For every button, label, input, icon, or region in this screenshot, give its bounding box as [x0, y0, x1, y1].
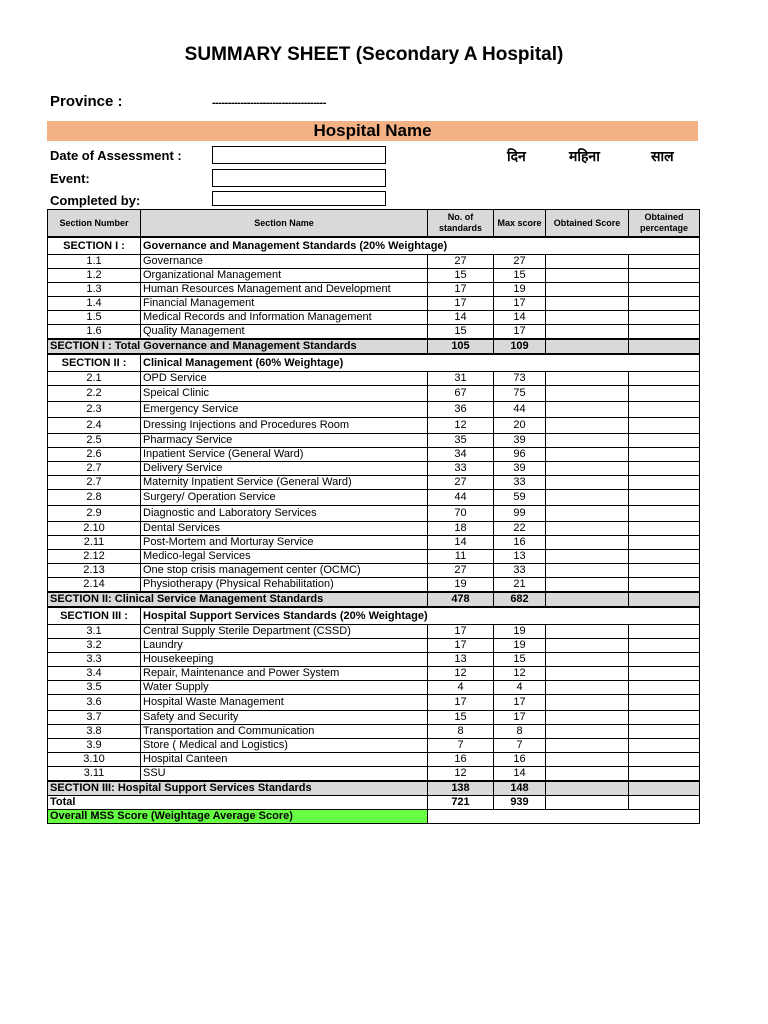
obtained-score-cell[interactable]	[546, 506, 629, 522]
max-score-cell: 12	[494, 667, 546, 681]
section-number-cell: 1.3	[48, 283, 141, 297]
obtained-percentage-cell[interactable]	[629, 625, 700, 639]
section-name-cell: Emergency Service	[141, 402, 428, 418]
obtained-percentage-cell[interactable]	[629, 711, 700, 725]
obtained-percentage-cell[interactable]	[629, 725, 700, 739]
section-number-cell: 2.4	[48, 418, 141, 434]
obtained-percentage-cell[interactable]	[629, 448, 700, 462]
section-name-cell: Dental Services	[141, 522, 428, 536]
section-number-cell: 3.7	[48, 711, 141, 725]
obtained-score-cell[interactable]	[546, 695, 629, 711]
table-row	[48, 625, 700, 639]
overall-score-value[interactable]	[428, 810, 700, 824]
no-of-standards-cell: 27	[428, 564, 494, 578]
section-number-cell: 2.10	[48, 522, 141, 536]
obtained-percentage-cell[interactable]	[629, 653, 700, 667]
no-of-standards-cell: 13	[428, 653, 494, 667]
max-score-cell: 8	[494, 725, 546, 739]
max-score-cell: 96	[494, 448, 546, 462]
section-name-cell: Water Supply	[141, 681, 428, 695]
col-header-no-of-standards: No. of standards	[428, 210, 494, 238]
obtained-percentage-cell[interactable]	[629, 695, 700, 711]
section-name-cell: Financial Management	[141, 297, 428, 311]
no-of-standards-cell: 34	[428, 448, 494, 462]
table-row	[48, 490, 700, 506]
obtained-percentage-cell[interactable]	[629, 372, 700, 386]
max-score-cell: 21	[494, 578, 546, 593]
obtained-score-cell[interactable]	[546, 402, 629, 418]
section-name-cell: Inpatient Service (General Ward)	[141, 448, 428, 462]
month-label: महिना	[569, 149, 600, 165]
table-row	[48, 550, 700, 564]
no-of-standards-cell: 67	[428, 386, 494, 402]
no-of-standards-cell: 15	[428, 269, 494, 283]
section-number-cell: 2.11	[48, 536, 141, 550]
section-number-cell: 1.4	[48, 297, 141, 311]
max-score-cell: 73	[494, 372, 546, 386]
obtained-percentage-cell[interactable]	[629, 325, 700, 340]
col-header-obtained-score: Obtained Score	[546, 210, 629, 238]
obtained-score-cell[interactable]	[546, 653, 629, 667]
table-row	[48, 536, 700, 550]
obtained-score-cell[interactable]	[546, 667, 629, 681]
table-row	[48, 578, 700, 593]
max-score-cell: 19	[494, 283, 546, 297]
max-score-cell: 19	[494, 639, 546, 653]
no-of-standards-cell: 15	[428, 711, 494, 725]
obtained-percentage-cell[interactable]	[629, 418, 700, 434]
obtained-score-cell[interactable]	[546, 711, 629, 725]
obtained-score-cell[interactable]	[546, 739, 629, 753]
obtained-score-cell[interactable]	[546, 536, 629, 550]
section-number-cell: 3.5	[48, 681, 141, 695]
no-of-standards-cell: 27	[428, 476, 494, 490]
section-number-cell: 2.8	[48, 490, 141, 506]
section-number-cell: 1.2	[48, 269, 141, 283]
obtained-score-cell[interactable]	[546, 578, 629, 593]
obtained-score-cell[interactable]	[546, 490, 629, 506]
section-number-cell: 2.14	[48, 578, 141, 593]
section-number-cell: 3.10	[48, 753, 141, 767]
table-row	[48, 418, 700, 434]
obtained-score-cell[interactable]	[546, 255, 629, 269]
no-of-standards-cell: 33	[428, 462, 494, 476]
table-row	[48, 725, 700, 739]
section-name-cell: Hospital Canteen	[141, 753, 428, 767]
section-total-obtained-score[interactable]	[546, 781, 629, 796]
no-of-standards-cell: 12	[428, 767, 494, 782]
col-header-obtained-percentage: Obtained percentage	[629, 210, 700, 238]
no-of-standards-cell: 8	[428, 725, 494, 739]
section-name-cell: Medico-legal Services	[141, 550, 428, 564]
day-label: दिन	[507, 149, 526, 165]
grand-total-label: Total	[48, 796, 428, 810]
max-score-cell: 17	[494, 711, 546, 725]
max-score-cell: 14	[494, 311, 546, 325]
obtained-percentage-cell[interactable]	[629, 550, 700, 564]
table-row	[48, 522, 700, 536]
no-of-standards-cell: 35	[428, 434, 494, 448]
obtained-percentage-cell[interactable]	[629, 506, 700, 522]
col-header-section-number: Section Number	[48, 210, 141, 238]
obtained-percentage-cell[interactable]	[629, 434, 700, 448]
no-of-standards-cell: 11	[428, 550, 494, 564]
section-name-cell: Dressing Injections and Procedures Room	[141, 418, 428, 434]
table-row	[48, 506, 700, 522]
section-number-cell: 2.9	[48, 506, 141, 522]
obtained-score-cell[interactable]	[546, 767, 629, 782]
table-row	[48, 402, 700, 418]
max-score-cell: 4	[494, 681, 546, 695]
obtained-score-cell[interactable]	[546, 372, 629, 386]
no-of-standards-cell: 17	[428, 695, 494, 711]
overall-score-label: Overall MSS Score (Weightage Average Score)	[48, 810, 428, 824]
obtained-score-cell[interactable]	[546, 325, 629, 340]
obtained-percentage-cell[interactable]	[629, 681, 700, 695]
max-score-cell: 39	[494, 462, 546, 476]
obtained-percentage-cell[interactable]	[629, 767, 700, 782]
table-row	[48, 653, 700, 667]
section-name-cell: Organizational Management	[141, 269, 428, 283]
section-number-cell: 2.2	[48, 386, 141, 402]
no-of-standards-cell: 44	[428, 490, 494, 506]
obtained-percentage-cell[interactable]	[629, 564, 700, 578]
table-row	[48, 667, 700, 681]
table-row	[48, 297, 700, 311]
section-name-cell: Post-Mortem and Morturay Service	[141, 536, 428, 550]
table-row	[48, 639, 700, 653]
obtained-percentage-cell[interactable]	[629, 490, 700, 506]
section-name-cell: Hospital Waste Management	[141, 695, 428, 711]
max-score-cell: 22	[494, 522, 546, 536]
section-label: SECTION II :	[48, 354, 141, 372]
no-of-standards-cell: 16	[428, 753, 494, 767]
section-total-obtained-score[interactable]	[546, 339, 629, 354]
no-of-standards-cell: 12	[428, 667, 494, 681]
section-name-cell: OPD Service	[141, 372, 428, 386]
table-row	[48, 711, 700, 725]
table-row	[48, 283, 700, 297]
table-row	[48, 434, 700, 448]
obtained-percentage-cell[interactable]	[629, 753, 700, 767]
section-name-cell: Store ( Medical and Logistics)	[141, 739, 428, 753]
page-title: SUMMARY SHEET (Secondary A Hospital)	[184, 44, 564, 65]
grand-total-obtained-percentage[interactable]	[629, 796, 700, 810]
section-name-cell: Governance	[141, 255, 428, 269]
obtained-percentage-cell[interactable]	[629, 667, 700, 681]
overall-score-row	[48, 810, 700, 824]
section-number-cell: 3.8	[48, 725, 141, 739]
section-number-cell: 1.6	[48, 325, 141, 340]
table-row	[48, 695, 700, 711]
section-name-cell: Repair, Maintenance and Power System	[141, 667, 428, 681]
no-of-standards-cell: 17	[428, 283, 494, 297]
section-total-label: SECTION III: Hospital Support Services Standards	[48, 781, 428, 796]
section-name-cell: Human Resources Management and Development	[141, 283, 428, 297]
table-header-row	[48, 210, 700, 238]
obtained-percentage-cell[interactable]	[629, 476, 700, 490]
col-header-max-score: Max score	[494, 210, 546, 238]
section-name-cell: Transportation and Communication	[141, 725, 428, 739]
section-name-cell: Diagnostic and Laboratory Services	[141, 506, 428, 522]
obtained-percentage-cell[interactable]	[629, 297, 700, 311]
obtained-percentage-cell[interactable]	[629, 311, 700, 325]
max-score-cell: 99	[494, 506, 546, 522]
obtained-score-cell[interactable]	[546, 564, 629, 578]
section-total-obtained-percentage[interactable]	[629, 339, 700, 354]
max-score-cell: 20	[494, 418, 546, 434]
obtained-score-cell[interactable]	[546, 725, 629, 739]
section-header-row	[48, 607, 700, 625]
no-of-standards-cell: 14	[428, 311, 494, 325]
completed-by-field[interactable]	[212, 191, 386, 206]
event-field[interactable]	[212, 169, 386, 187]
max-score-cell: 16	[494, 536, 546, 550]
max-score-cell: 7	[494, 739, 546, 753]
max-score-cell: 19	[494, 625, 546, 639]
section-total-label: SECTION I : Total Governance and Management Standards	[48, 339, 428, 354]
obtained-percentage-cell[interactable]	[629, 639, 700, 653]
section-number-cell: 2.12	[48, 550, 141, 564]
table-row	[48, 372, 700, 386]
section-total-standards: 138	[428, 781, 494, 796]
obtained-score-cell[interactable]	[546, 476, 629, 490]
section-name-cell: Housekeeping	[141, 653, 428, 667]
section-name-cell: Delivery Service	[141, 462, 428, 476]
obtained-score-cell[interactable]	[546, 297, 629, 311]
section-total-label: SECTION II: Clinical Service Management Standards	[48, 592, 428, 607]
max-score-cell: 17	[494, 325, 546, 340]
table-row	[48, 325, 700, 340]
summary-table	[47, 209, 700, 824]
section-number-cell: 1.5	[48, 311, 141, 325]
obtained-score-cell[interactable]	[546, 522, 629, 536]
table-row	[48, 269, 700, 283]
section-total-max-score: 148	[494, 781, 546, 796]
section-total-standards: 105	[428, 339, 494, 354]
section-number-cell: 2.13	[48, 564, 141, 578]
section-total-obtained-percentage[interactable]	[629, 781, 700, 796]
table-row	[48, 255, 700, 269]
max-score-cell: 75	[494, 386, 546, 402]
max-score-cell: 44	[494, 402, 546, 418]
section-name-cell: Pharmacy Service	[141, 434, 428, 448]
section-total-max-score: 682	[494, 592, 546, 607]
section-header-row	[48, 354, 700, 372]
section-name-cell: Medical Records and Information Management	[141, 311, 428, 325]
max-score-cell: 59	[494, 490, 546, 506]
no-of-standards-cell: 36	[428, 402, 494, 418]
province-field[interactable]: ------------------------------------	[212, 97, 326, 109]
max-score-cell: 17	[494, 297, 546, 311]
obtained-percentage-cell[interactable]	[629, 283, 700, 297]
year-label: साल	[651, 149, 674, 165]
section-total-row	[48, 592, 700, 607]
obtained-score-cell[interactable]	[546, 550, 629, 564]
max-score-cell: 13	[494, 550, 546, 564]
obtained-percentage-cell[interactable]	[629, 536, 700, 550]
no-of-standards-cell: 27	[428, 255, 494, 269]
section-number-cell: 3.3	[48, 653, 141, 667]
table-row	[48, 448, 700, 462]
section-number-cell: 2.1	[48, 372, 141, 386]
obtained-percentage-cell[interactable]	[629, 255, 700, 269]
max-score-cell: 17	[494, 695, 546, 711]
obtained-percentage-cell[interactable]	[629, 462, 700, 476]
no-of-standards-cell: 12	[428, 418, 494, 434]
no-of-standards-cell: 17	[428, 639, 494, 653]
section-header-row	[48, 237, 700, 255]
obtained-percentage-cell[interactable]	[629, 386, 700, 402]
table-row	[48, 767, 700, 782]
table-row	[48, 311, 700, 325]
section-name-cell: Laundry	[141, 639, 428, 653]
section-name-cell: Safety and Security	[141, 711, 428, 725]
max-score-cell: 39	[494, 434, 546, 448]
section-number-cell: 2.7	[48, 462, 141, 476]
section-number-cell: 2.6	[48, 448, 141, 462]
max-score-cell: 14	[494, 767, 546, 782]
obtained-score-cell[interactable]	[546, 462, 629, 476]
section-total-obtained-score[interactable]	[546, 592, 629, 607]
section-number-cell: 1.1	[48, 255, 141, 269]
max-score-cell: 27	[494, 255, 546, 269]
section-title: Governance and Management Standards (20% Weightage)	[141, 237, 700, 255]
table-row	[48, 462, 700, 476]
obtained-score-cell[interactable]	[546, 283, 629, 297]
section-name-cell: Quality Management	[141, 325, 428, 340]
obtained-score-cell[interactable]	[546, 311, 629, 325]
section-number-cell: 3.9	[48, 739, 141, 753]
obtained-score-cell[interactable]	[546, 434, 629, 448]
grand-total-max-score: 939	[494, 796, 546, 810]
table-row	[48, 681, 700, 695]
section-name-cell: Speical Clinic	[141, 386, 428, 402]
table-row	[48, 753, 700, 767]
hospital-name-banner: Hospital Name	[47, 121, 698, 141]
section-number-cell: 3.11	[48, 767, 141, 782]
max-score-cell: 15	[494, 653, 546, 667]
section-total-row	[48, 781, 700, 796]
section-name-cell: Physiotherapy (Physical Rehabilitation)	[141, 578, 428, 593]
col-header-section-name: Section Name	[141, 210, 428, 238]
section-title: Hospital Support Services Standards (20% Weightage)	[141, 607, 700, 625]
max-score-cell: 16	[494, 753, 546, 767]
table-row	[48, 476, 700, 490]
no-of-standards-cell: 15	[428, 325, 494, 340]
section-label: SECTION III :	[48, 607, 141, 625]
obtained-percentage-cell[interactable]	[629, 269, 700, 283]
obtained-score-cell[interactable]	[546, 418, 629, 434]
no-of-standards-cell: 19	[428, 578, 494, 593]
date-of-assessment-label: Date of Assessment :	[50, 148, 182, 163]
obtained-percentage-cell[interactable]	[629, 522, 700, 536]
obtained-score-cell[interactable]	[546, 269, 629, 283]
section-label: SECTION I :	[48, 237, 141, 255]
max-score-cell: 15	[494, 269, 546, 283]
section-number-cell: 3.1	[48, 625, 141, 639]
grand-total-standards: 721	[428, 796, 494, 810]
date-of-assessment-field[interactable]	[212, 146, 386, 164]
section-number-cell: 2.3	[48, 402, 141, 418]
completed-by-label: Completed by:	[50, 193, 141, 208]
obtained-score-cell[interactable]	[546, 448, 629, 462]
section-number-cell: 3.6	[48, 695, 141, 711]
province-label: Province :	[50, 93, 123, 110]
no-of-standards-cell: 70	[428, 506, 494, 522]
table-row	[48, 564, 700, 578]
section-number-cell: 2.7	[48, 476, 141, 490]
max-score-cell: 33	[494, 564, 546, 578]
max-score-cell: 33	[494, 476, 546, 490]
section-number-cell: 2.5	[48, 434, 141, 448]
no-of-standards-cell: 17	[428, 625, 494, 639]
no-of-standards-cell: 31	[428, 372, 494, 386]
no-of-standards-cell: 7	[428, 739, 494, 753]
obtained-percentage-cell[interactable]	[629, 578, 700, 593]
section-total-standards: 478	[428, 592, 494, 607]
no-of-standards-cell: 14	[428, 536, 494, 550]
section-name-cell: SSU	[141, 767, 428, 782]
event-label: Event:	[50, 171, 90, 186]
obtained-score-cell[interactable]	[546, 639, 629, 653]
obtained-score-cell[interactable]	[546, 625, 629, 639]
section-total-max-score: 109	[494, 339, 546, 354]
section-number-cell: 3.4	[48, 667, 141, 681]
no-of-standards-cell: 18	[428, 522, 494, 536]
obtained-percentage-cell[interactable]	[629, 402, 700, 418]
grand-total-row	[48, 796, 700, 810]
section-name-cell: Central Supply Sterile Department (CSSD)	[141, 625, 428, 639]
section-total-row	[48, 339, 700, 354]
grand-total-obtained-score[interactable]	[546, 796, 629, 810]
obtained-score-cell[interactable]	[546, 681, 629, 695]
no-of-standards-cell: 17	[428, 297, 494, 311]
table-row	[48, 386, 700, 402]
obtained-score-cell[interactable]	[546, 386, 629, 402]
obtained-percentage-cell[interactable]	[629, 739, 700, 753]
section-total-obtained-percentage[interactable]	[629, 592, 700, 607]
table-row	[48, 739, 700, 753]
obtained-score-cell[interactable]	[546, 753, 629, 767]
section-name-cell: Maternity Inpatient Service (General Ward)	[141, 476, 428, 490]
section-name-cell: One stop crisis management center (OCMC)	[141, 564, 428, 578]
section-name-cell: Surgery/ Operation Service	[141, 490, 428, 506]
no-of-standards-cell: 4	[428, 681, 494, 695]
section-number-cell: 3.2	[48, 639, 141, 653]
section-title: Clinical Management (60% Weightage)	[141, 354, 700, 372]
